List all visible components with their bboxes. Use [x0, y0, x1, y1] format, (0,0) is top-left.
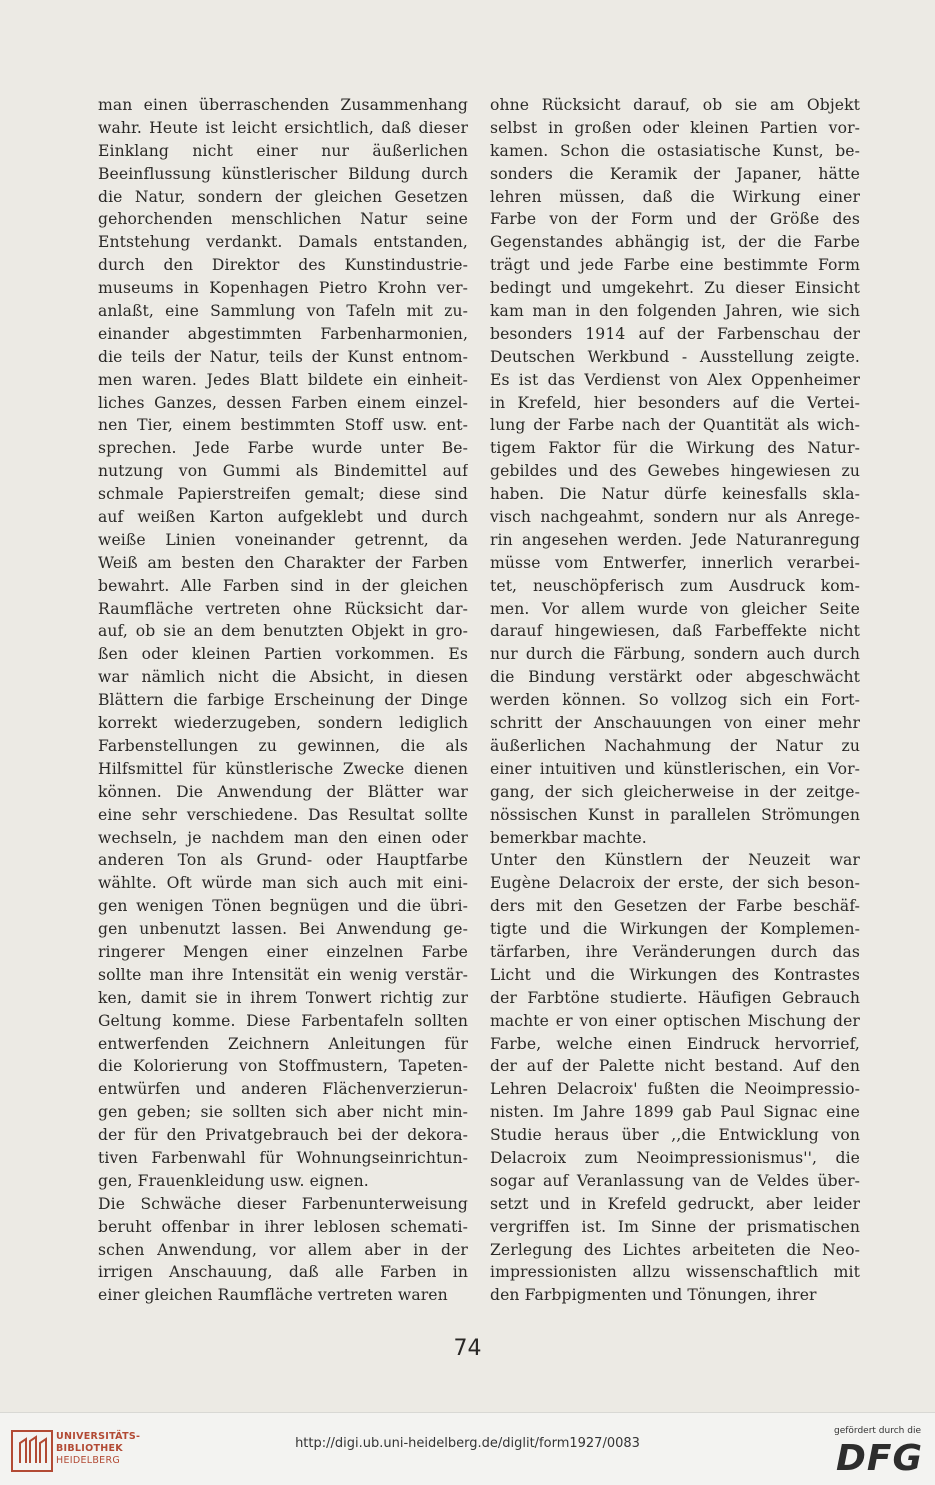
text-line: liches Ganzes, dessen Farben einem einzel-: [98, 393, 468, 412]
text-line: tärfarben, ihre Veränderungen durch das: [490, 942, 860, 961]
text-line: der für den Privatgebrauch bei der dekora-: [98, 1126, 468, 1145]
text-line: schen Anwendung, vor allem aber in der: [98, 1240, 468, 1259]
text-line: Deutschen Werkbund - Ausstellung zeigte.: [490, 347, 860, 366]
text-line: tigem Faktor für die Wirkung des Natur-: [490, 439, 860, 458]
text-line: tigte und die Wirkungen der Komplemen-: [490, 920, 860, 939]
text-line: lung der Farbe nach der Quantität als wich-: [490, 416, 860, 435]
text-line: Zerlegung des Lichtes arbeiteten die Neo-: [490, 1240, 860, 1259]
page-number: 74: [453, 1336, 482, 1361]
text-line: Geltung komme. Diese Farbentafeln sollten: [98, 1011, 468, 1030]
text-line: trägt und jede Farbe eine bestimmte Form: [490, 256, 860, 275]
text-line: beruht offenbar in ihrer leblosen schemati-: [98, 1217, 468, 1236]
text-line: men. Vor allem wurde von gleicher Seite: [490, 599, 860, 618]
text-line: ringerer Mengen einer einzelnen Farbe: [98, 942, 468, 961]
text-line: Entstehung verdankt. Damals entstanden,: [98, 233, 468, 252]
text-line: museums in Kopenhagen Pietro Krohn ver-: [98, 279, 468, 298]
library-name-line2: BIBLIOTHEK: [56, 1443, 123, 1454]
text-line: entwerfenden Zeichnern Anleitungen für: [98, 1034, 468, 1053]
library-name-line1: UNIVERSITÄTS-: [56, 1431, 141, 1442]
text-line: besonders 1914 auf der Farbenschau der: [490, 324, 860, 343]
text-line: nen Tier, einem bestimmten Stoff usw. ent-: [98, 416, 468, 435]
text-line: Beeinflussung künstlerischer Bildung durch: [98, 164, 468, 183]
text-line: kamen. Schon die ostasiatische Kunst, be-: [490, 141, 860, 160]
text-line: war nämlich nicht die Absicht, in diesen: [98, 668, 468, 687]
text-line: entwürfen und anderen Flächenverzierun-: [98, 1080, 468, 1099]
text-line: die Bindung verstärkt oder abgeschwächt: [490, 668, 860, 687]
text-line: Licht und die Wirkungen des Kontrastes: [490, 965, 860, 984]
text-line: gen wenigen Tönen begnügen und die übri-: [98, 897, 468, 916]
text-line: wählte. Oft würde man sich auch mit eini-: [98, 874, 468, 893]
text-line: Farbe, welche einen Eindruck hervorrief,: [490, 1034, 860, 1053]
text-line: ken, damit sie in ihrem Tonwert richtig zur: [98, 988, 468, 1007]
text-column-right: [490, 94, 860, 1307]
text-line: einer intuitiven und künstlerischen, ein Vor-: [490, 759, 860, 778]
text-line: impressionisten allzu wissenschaftlich mit: [490, 1263, 860, 1282]
text-line: tet, neuschöpferisch zum Ausdruck kom-: [490, 576, 860, 595]
text-line: nisten. Im Jahre 1899 gab Paul Signac eine: [490, 1103, 860, 1122]
text-line: lehren müssen, daß die Wirkung einer: [490, 187, 860, 206]
text-line: die teils der Natur, teils der Kunst entnom-: [98, 347, 468, 366]
text-line: können. Die Anwendung der Blätter war: [98, 782, 468, 801]
text-line: kam man in den folgenden Jahren, wie sich: [490, 302, 860, 321]
text-line: sogar auf Veranlassung van de Veldes über-: [490, 1171, 860, 1190]
text-line: werden können. So vollzog sich ein Fort-: [490, 691, 860, 710]
text-line: darauf hingewiesen, daß Farbeffekte nicht: [490, 622, 860, 641]
text-line: irrigen Anschauung, daß alle Farben in: [98, 1263, 468, 1282]
text-line: bedingt und umgekehrt. Zu dieser Einsicht: [490, 279, 860, 298]
text-line: Einklang nicht einer nur äußerlichen: [98, 141, 468, 160]
text-line: anderen Ton als Grund- oder Hauptfarbe: [98, 851, 468, 870]
text-line: Hilfsmittel für künstlerische Zwecke dienen: [98, 759, 468, 778]
text-line: setzt und in Krefeld gedruckt, aber leider: [490, 1194, 860, 1213]
funding-label: gefördert durch die: [834, 1426, 921, 1436]
text-line: ßen oder kleinen Partien vorkommen. Es: [98, 645, 468, 664]
text-line: in Krefeld, hier besonders auf die Vertei-: [490, 393, 860, 412]
text-line: Farbe von der Form und der Größe des: [490, 210, 860, 229]
text-line: Raumfläche vertreten ohne Rücksicht dar-: [98, 599, 468, 618]
text-line: haben. Die Natur dürfe keinesfalls skla-: [490, 485, 860, 504]
text-line: anlaßt, eine Sammlung von Tafeln mit zu-: [98, 302, 468, 321]
text-line: der auf der Palette nicht bestand. Auf den: [490, 1057, 860, 1076]
text-line: gen, Frauenkleidung usw. eignen.: [98, 1171, 369, 1190]
text-line: müsse vom Entwerfer, innerlich verarbei-: [490, 553, 860, 572]
text-line: man einen überraschenden Zusammenhang: [98, 96, 468, 114]
text-line: gen unbenutzt lassen. Bei Anwendung ge-: [98, 920, 468, 939]
text-line: Eugène Delacroix der erste, der sich beson-: [490, 874, 860, 893]
text-line: korrekt wiederzugeben, sondern lediglich: [98, 714, 468, 733]
text-line: machte er von einer optischen Mischung der: [490, 1011, 860, 1030]
text-line: die Natur, sondern der gleichen Gesetzen: [98, 187, 468, 206]
text-line: tiven Farbenwahl für Wohnungseinrichtun-: [98, 1148, 468, 1167]
text-line: nutzung von Gummi als Bindemittel auf: [98, 462, 468, 481]
text-line: vergriffen ist. Im Sinne der prismatischen: [490, 1217, 860, 1236]
text-line: die Kolorierung von Stoffmustern, Tapeten-: [98, 1057, 468, 1076]
text-line: visch nachgeahmt, sondern nur als Anrege-: [490, 508, 860, 527]
text-line: eine sehr verschiedene. Das Resultat sollte: [98, 805, 468, 824]
text-line: gang, der sich gleicherweise in der zeitge-: [490, 782, 860, 801]
text-line: Farbenstellungen zu gewinnen, die als: [98, 736, 468, 755]
dfg-logo: DFG: [835, 1438, 923, 1479]
text-line: wahr. Heute ist leicht ersichtlich, daß dieser: [98, 118, 468, 137]
text-line: Lehren Delacroix' fußten die Neoimpressio-: [490, 1080, 860, 1099]
text-line: Unter den Künstlern der Neuzeit war: [490, 851, 860, 870]
text-line: selbst in großen oder kleinen Partien vor-: [490, 118, 860, 137]
text-line: Weiß am besten den Charakter der Farben: [98, 553, 468, 572]
text-line: äußerlichen Nachahmung der Natur zu: [490, 736, 860, 755]
text-line: bewahrt. Alle Farben sind in der gleichen: [98, 576, 468, 595]
text-line: auf weißen Karton aufgeklebt und durch: [98, 508, 468, 527]
text-line: weiße Linien voneinander getrennt, da: [98, 530, 468, 549]
text-line: sprechen. Jede Farbe wurde unter Be-: [98, 439, 468, 458]
text-line: gebildes und des Gewebes hingewiesen zu: [490, 462, 860, 481]
permalink-url[interactable]: http://digi.ub.uni-heidelberg.de/diglit/form1927/0083: [295, 1436, 640, 1451]
text-line: gen geben; sie sollten sich aber nicht min-: [98, 1103, 468, 1122]
library-name-line3: HEIDELBERG: [56, 1455, 121, 1466]
text-column-left: [98, 94, 468, 1307]
text-line: durch den Direktor des Kunstindustrie-: [98, 256, 468, 275]
text-line: gehorchenden menschlichen Natur seine: [98, 210, 468, 229]
text-line: sollte man ihre Intensität ein wenig verstär-: [98, 965, 468, 984]
text-line: der Farbtöne studierte. Häufigen Gebrauch: [490, 988, 860, 1007]
text-line: den Farbpigmenten und Tönungen, ihrer: [490, 1286, 817, 1305]
text-line: schritt der Anschauungen von einer mehr: [490, 714, 860, 733]
text-line: bemerkbar machte.: [490, 828, 647, 847]
text-line: Gegenstandes abhängig ist, der die Farbe: [490, 233, 860, 252]
text-line: nössischen Kunst in parallelen Strömungen: [490, 805, 860, 824]
text-line: Es ist das Verdienst von Alex Oppenheimer: [490, 370, 860, 389]
text-line: nur durch die Färbung, sondern auch durch: [490, 645, 860, 664]
text-line: einander abgestimmten Farbenharmonien,: [98, 324, 468, 343]
text-line: wechseln, je nachdem man den einen oder: [98, 828, 468, 847]
text-line: Die Schwäche dieser Farbenunterweisung: [98, 1194, 468, 1213]
text-line: rin angesehen werden. Jede Naturanregung: [490, 530, 860, 549]
text-line: ohne Rücksicht darauf, ob sie am Objekt: [490, 96, 860, 114]
text-line: Studie heraus über ,,die Entwicklung von: [490, 1126, 860, 1145]
text-line: ders mit den Gesetzen der Farbe beschäf-: [490, 897, 860, 916]
text-line: einer gleichen Raumfläche vertreten waren: [98, 1286, 448, 1305]
text-line: auf, ob sie an dem benutzten Objekt in gro-: [98, 622, 468, 641]
text-line: schmale Papierstreifen gemalt; diese sind: [98, 485, 468, 504]
text-line: Blättern die farbige Erscheinung der Dinge: [98, 691, 468, 710]
text-line: Delacroix zum Neoimpressionismus'', die: [490, 1148, 860, 1167]
text-line: sonders die Keramik der Japaner, hätte: [490, 164, 860, 183]
text-line: men waren. Jedes Blatt bildete ein einheit-: [98, 370, 468, 389]
